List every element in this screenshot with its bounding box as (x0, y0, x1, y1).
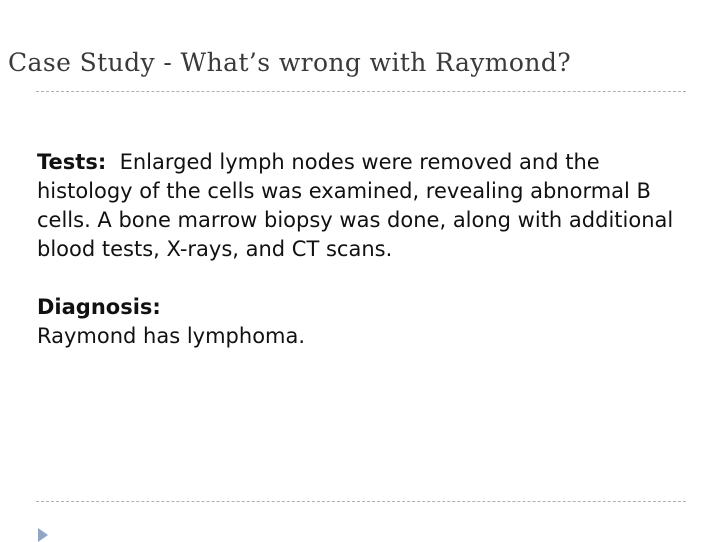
slide-title: Case Study - What’s wrong with Raymond? (8, 48, 572, 77)
slide-body (37, 148, 697, 351)
tests-label: Tests: (37, 150, 107, 174)
diagnosis-label: Diagnosis: (37, 295, 161, 319)
tests-paragraph (37, 148, 697, 264)
bottom-divider (36, 501, 686, 502)
diagnosis-paragraph (37, 293, 697, 351)
tests-text: Enlarged lymph nodes were removed and the histology of the cells was examined, revealing abnormal B cells. A bone marrow biopsy was done, along with additional blood tests, X-rays, and CT scans. (37, 150, 674, 261)
diagnosis-text: Raymond has lymphoma. (37, 324, 306, 348)
title-divider (36, 91, 686, 92)
